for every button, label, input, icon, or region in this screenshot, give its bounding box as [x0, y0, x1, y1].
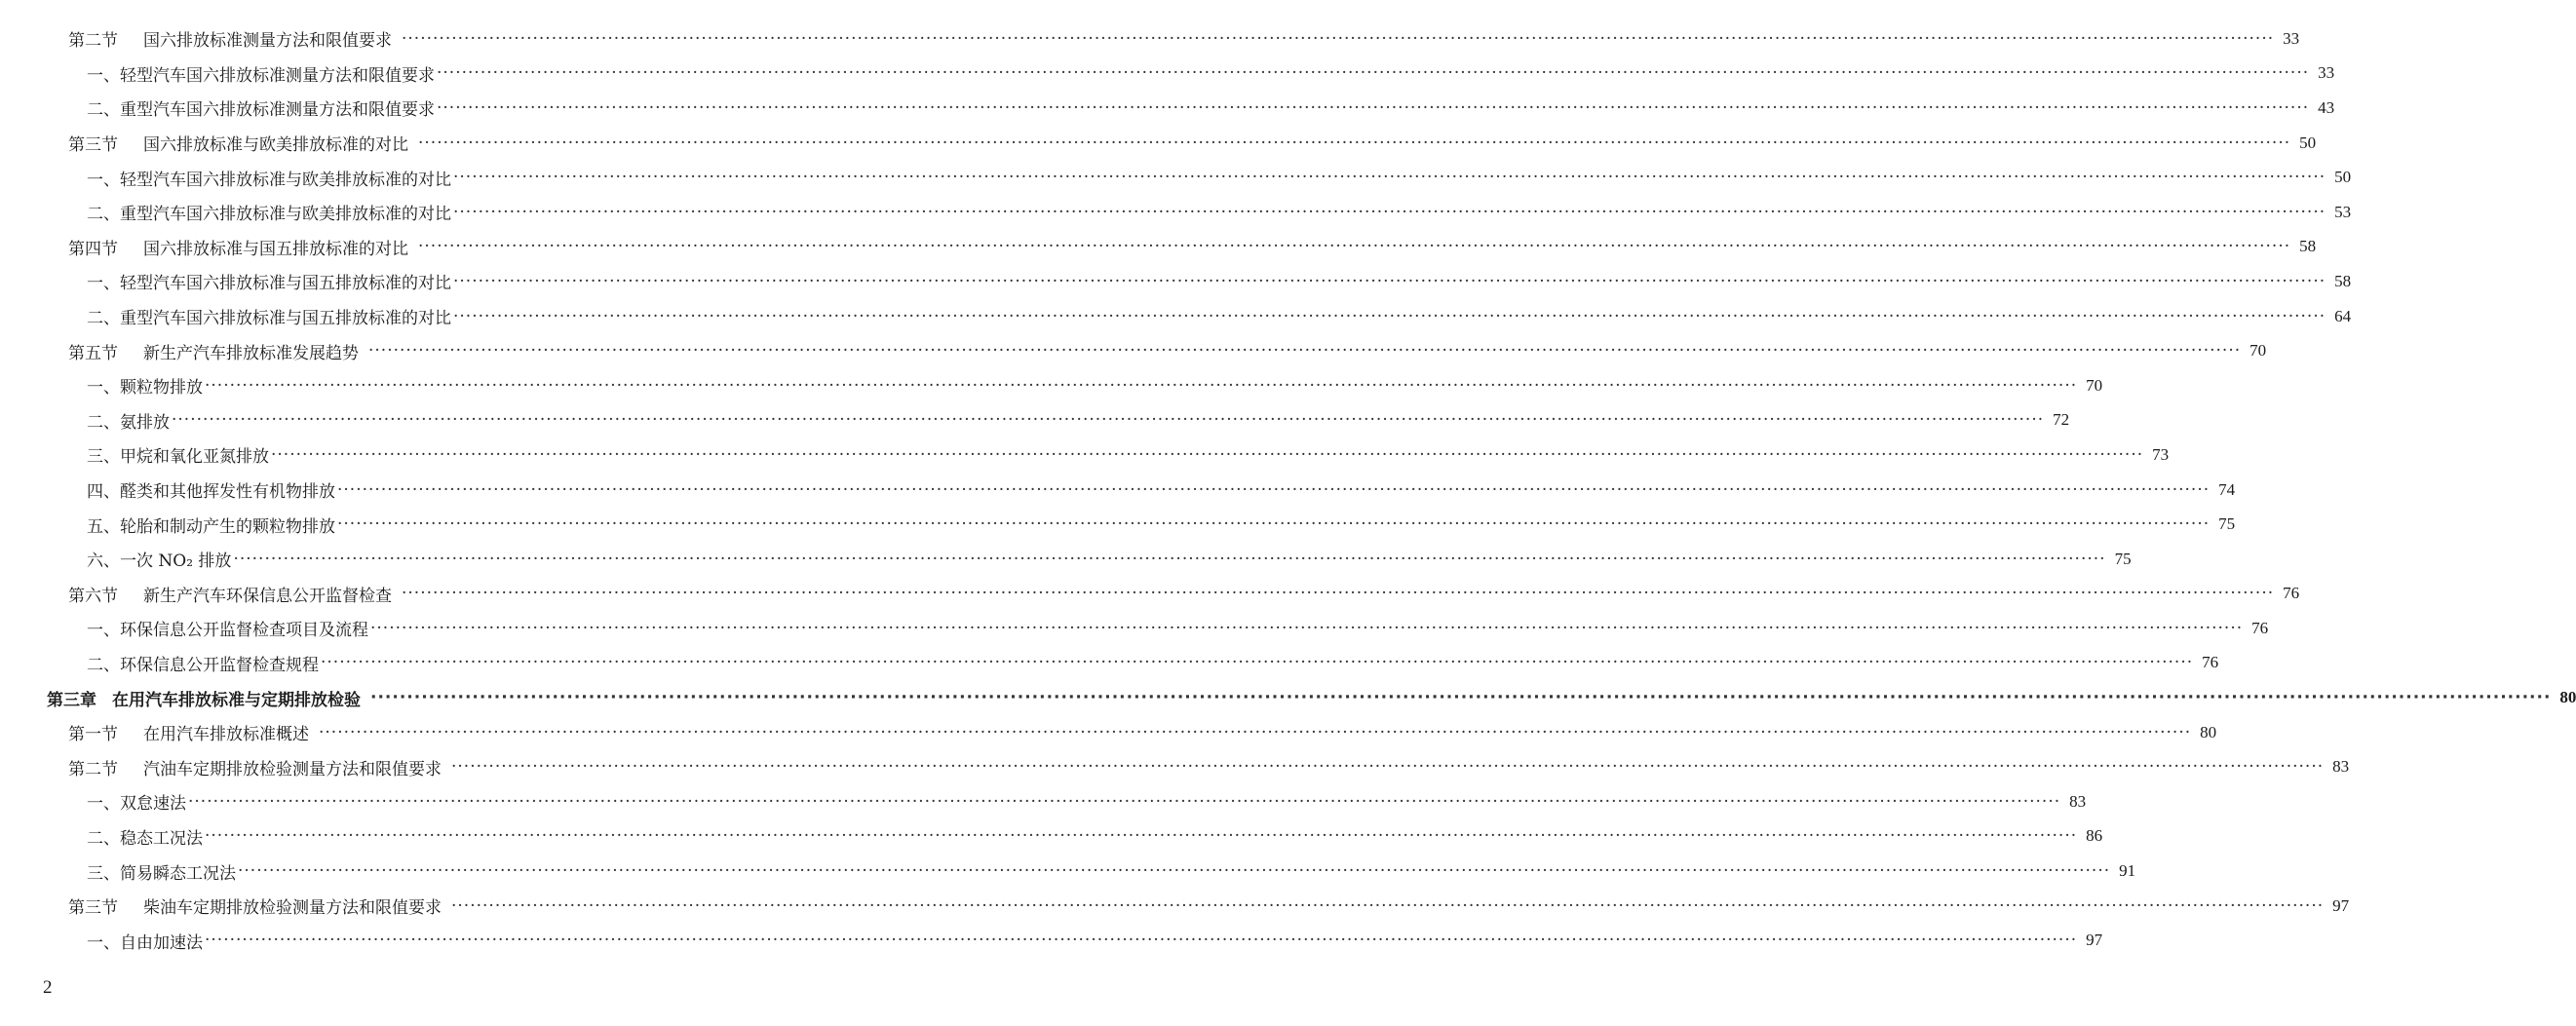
toc-entry-title: [87, 789, 186, 814]
toc-entry[interactable]: [0, 577, 2300, 612]
toc-entry[interactable]: [0, 854, 2136, 889]
toc-entry-title: [68, 893, 442, 918]
toc-entry-number: 第五节: [68, 343, 118, 363]
toc-entry[interactable]: [0, 473, 2236, 508]
toc-entry-text: 汽油车定期排放检验测量方法和限值要求: [143, 759, 442, 779]
toc-entry[interactable]: [0, 646, 2219, 681]
toc-entry-page: 70: [2249, 341, 2267, 361]
toc-entry[interactable]: [0, 542, 2132, 577]
table-of-contents: [0, 21, 2576, 958]
toc-entry[interactable]: [0, 57, 2335, 92]
toc-entry[interactable]: [0, 195, 2352, 230]
toc-entry[interactable]: [0, 611, 2269, 646]
toc-entry-text: 一、双怠速法: [87, 794, 186, 815]
leader-dots: ············································································································································································································································································································: [271, 444, 2144, 465]
toc-entry-title: [87, 824, 203, 849]
toc-entry[interactable]: [0, 507, 2236, 542]
toc-entry-title: [68, 582, 392, 606]
toc-entry-page: 86: [2086, 826, 2103, 846]
toc-entry-page: 97: [2332, 895, 2350, 915]
toc-entry-text: 新生产汽车环保信息公开监督检查: [143, 586, 392, 606]
toc-entry-title: [87, 166, 451, 190]
toc-entry-text: 二、重型汽车国六排放标准与国五排放标准的对比: [87, 309, 451, 329]
toc-entry-text: 五、轮胎和制动产生的颗粒物排放: [87, 516, 335, 537]
toc-entry-text: 二、重型汽车国六排放标准测量方法和限值要求: [87, 100, 435, 121]
toc-entry[interactable]: [0, 230, 2317, 265]
leader-dots: ············································································································································································································································································································: [337, 479, 2211, 500]
toc-entry-page: 75: [2218, 514, 2236, 534]
toc-entry[interactable]: [0, 264, 2352, 299]
toc-entry-text: 一、轻型汽车国六排放标准测量方法和限值要求: [87, 65, 435, 86]
toc-entry-text: 三、甲烷和氧化亚氮排放: [87, 447, 269, 468]
toc-entry-page: 91: [2119, 861, 2136, 881]
toc-entry[interactable]: [0, 680, 2576, 715]
toc-entry-page: 83: [2069, 791, 2087, 811]
toc-entry-text: 国六排放标准与欧美排放标准的对比: [143, 135, 408, 156]
toc-entry[interactable]: [0, 923, 2103, 958]
toc-entry-title: [87, 408, 170, 433]
toc-entry-text: 二、氨排放: [87, 412, 170, 433]
toc-entry-title: [68, 339, 359, 363]
leader-dots: ············································································································································································································································································································: [453, 306, 2326, 326]
leader-dots: ············································································································································································································································································································: [418, 237, 2291, 257]
toc-entry-page: 80: [2200, 722, 2217, 741]
toc-entry-number: 第三节: [68, 898, 118, 919]
page-number: 2: [43, 977, 53, 998]
toc-entry-text: 一、轻型汽车国六排放标准与国五排放标准的对比: [87, 274, 451, 294]
toc-entry-text: 一、轻型汽车国六排放标准与欧美排放标准的对比: [87, 170, 451, 190]
toc-entry-page: 70: [2086, 375, 2103, 395]
leader-dots: ············································································································································································································································································································: [233, 549, 2106, 569]
leader-dots: ············································································································································································································································································································: [321, 653, 2194, 673]
leader-dots: ············································································································································································································································································································: [402, 28, 2275, 49]
toc-entry-number: 第四节: [68, 239, 118, 259]
toc-entry-page: 75: [2114, 549, 2132, 568]
toc-entry-page: 33: [2283, 28, 2300, 48]
toc-entry[interactable]: [0, 715, 2217, 750]
leader-dots: ············································································································································································································································································································: [453, 168, 2326, 188]
leader-dots: ············································································································································································································································································································: [205, 931, 2078, 951]
toc-entry-title: [87, 269, 451, 293]
toc-entry-text: 二、稳态工况法: [87, 828, 203, 849]
toc-entry-page: 43: [2318, 97, 2335, 117]
toc-entry-title: [87, 95, 435, 120]
leader-dots: ············································································································································································································································································································: [368, 341, 2242, 361]
toc-entry[interactable]: [0, 368, 2103, 403]
leader-dots: ············································································································································································································································································································: [172, 410, 2045, 431]
toc-entry-title: [68, 235, 408, 259]
toc-entry-page: 33: [2318, 63, 2335, 83]
toc-entry-title: [87, 304, 451, 328]
leader-dots: ············································································································································································································································································································: [437, 97, 2310, 118]
toc-entry-text: 三、简易瞬态工况法: [87, 863, 236, 884]
leader-dots: ············································································································································································································································································································: [453, 271, 2326, 291]
leader-dots: ············································································································································································································································································································: [205, 826, 2078, 847]
toc-entry[interactable]: [0, 299, 2352, 334]
toc-entry-page: 74: [2218, 479, 2236, 499]
toc-entry-title: [87, 477, 335, 502]
toc-entry[interactable]: [0, 403, 2070, 438]
toc-entry[interactable]: [0, 21, 2300, 57]
toc-entry-title: [68, 26, 392, 51]
leader-dots: ············································································································································································································································································································: [437, 63, 2310, 84]
toc-entry[interactable]: [0, 160, 2352, 195]
leader-dots: ············································································································································································································································································································: [337, 514, 2211, 535]
toc-entry-title: [87, 61, 435, 86]
toc-entry-page: 83: [2332, 757, 2350, 777]
toc-entry-text: 六、一次 NO₂ 排放: [87, 551, 232, 572]
toc-entry-page: 76: [2251, 618, 2269, 637]
toc-entry-text: 二、重型汽车国六排放标准与欧美排放标准的对比: [87, 205, 451, 225]
toc-entry[interactable]: [0, 749, 2350, 784]
toc-entry-title: [87, 200, 451, 224]
toc-entry-text: 国六排放标准与国五排放标准的对比: [143, 239, 408, 259]
leader-dots: ············································································································································································································································································································: [451, 895, 2325, 916]
toc-entry-page: 58: [2299, 237, 2317, 256]
toc-entry-page: 73: [2152, 444, 2170, 464]
toc-entry-page: 80: [2559, 688, 2576, 707]
toc-entry-number: 第六节: [68, 586, 118, 606]
leader-dots: ············································································································································································································································································································: [418, 133, 2291, 153]
toc-entry-title: [47, 686, 361, 710]
toc-entry-text: 一、自由加速法: [87, 932, 203, 953]
leader-dots: ············································································································································································································································································································: [188, 791, 2061, 812]
leader-dots: ············································································································································································································································································································: [370, 688, 2552, 708]
toc-entry-title: [87, 373, 203, 398]
toc-entry[interactable]: [0, 333, 2267, 368]
toc-entry[interactable]: [0, 819, 2103, 855]
toc-entry-page: 76: [2283, 584, 2300, 603]
toc-entry[interactable]: [0, 784, 2087, 819]
toc-entry-text: 新生产汽车排放标准发展趋势: [143, 343, 359, 363]
toc-entry-title: [87, 929, 203, 953]
toc-entry[interactable]: [0, 91, 2335, 126]
toc-entry-page: 58: [2334, 271, 2352, 290]
toc-entry-title: [68, 720, 309, 744]
toc-entry-title: [68, 755, 442, 779]
toc-entry-title: [87, 651, 319, 675]
toc-entry-page: 53: [2334, 202, 2352, 221]
toc-entry-text: 国六排放标准测量方法和限值要求: [143, 31, 392, 52]
toc-entry[interactable]: [0, 437, 2170, 473]
toc-entry-text: 二、环保信息公开监督检查规程: [87, 655, 319, 675]
toc-entry-page: 50: [2299, 133, 2317, 152]
toc-entry-text: 在用汽车排放标准概述: [143, 725, 309, 745]
toc-entry-page: 97: [2086, 931, 2103, 950]
toc-entry-number: 第二节: [68, 31, 118, 52]
toc-entry-page: 72: [2053, 410, 2070, 430]
toc-entry-number: 第一节: [68, 725, 118, 745]
toc-entry-number: 第三章: [47, 690, 96, 710]
toc-entry-number: 第三节: [68, 135, 118, 156]
leader-dots: ············································································································································································································································································································: [453, 202, 2326, 222]
toc-entry-text: 在用汽车排放标准与定期排放检验: [112, 690, 361, 710]
leader-dots: ············································································································································································································································································································: [402, 584, 2275, 604]
leader-dots: ············································································································································································································································································································: [238, 861, 2111, 882]
toc-entry-title: [68, 131, 408, 155]
toc-entry-title: [87, 442, 269, 467]
toc-entry-page: 50: [2334, 168, 2352, 187]
toc-entry-title: [87, 616, 368, 640]
toc-entry-page: 76: [2202, 653, 2219, 672]
toc-entry-number: 第二节: [68, 759, 118, 779]
toc-entry-text: 四、醛类和其他挥发性有机物排放: [87, 482, 335, 503]
leader-dots: ············································································································································································································································································································: [370, 618, 2244, 638]
leader-dots: ············································································································································································································································································································: [319, 722, 2192, 742]
toc-entry[interactable]: [0, 889, 2350, 924]
toc-entry-title: [87, 859, 236, 884]
leader-dots: ············································································································································································································································································································: [451, 757, 2325, 778]
leader-dots: ············································································································································································································································································································: [205, 375, 2078, 396]
toc-entry-text: 一、环保信息公开监督检查项目及流程: [87, 621, 368, 641]
toc-entry[interactable]: [0, 126, 2317, 161]
toc-entry-title: [87, 547, 231, 571]
toc-entry-title: [87, 513, 335, 537]
toc-entry-text: 一、颗粒物排放: [87, 378, 203, 399]
toc-entry-page: 64: [2334, 306, 2352, 325]
toc-entry-text: 柴油车定期排放检验测量方法和限值要求: [143, 898, 442, 919]
